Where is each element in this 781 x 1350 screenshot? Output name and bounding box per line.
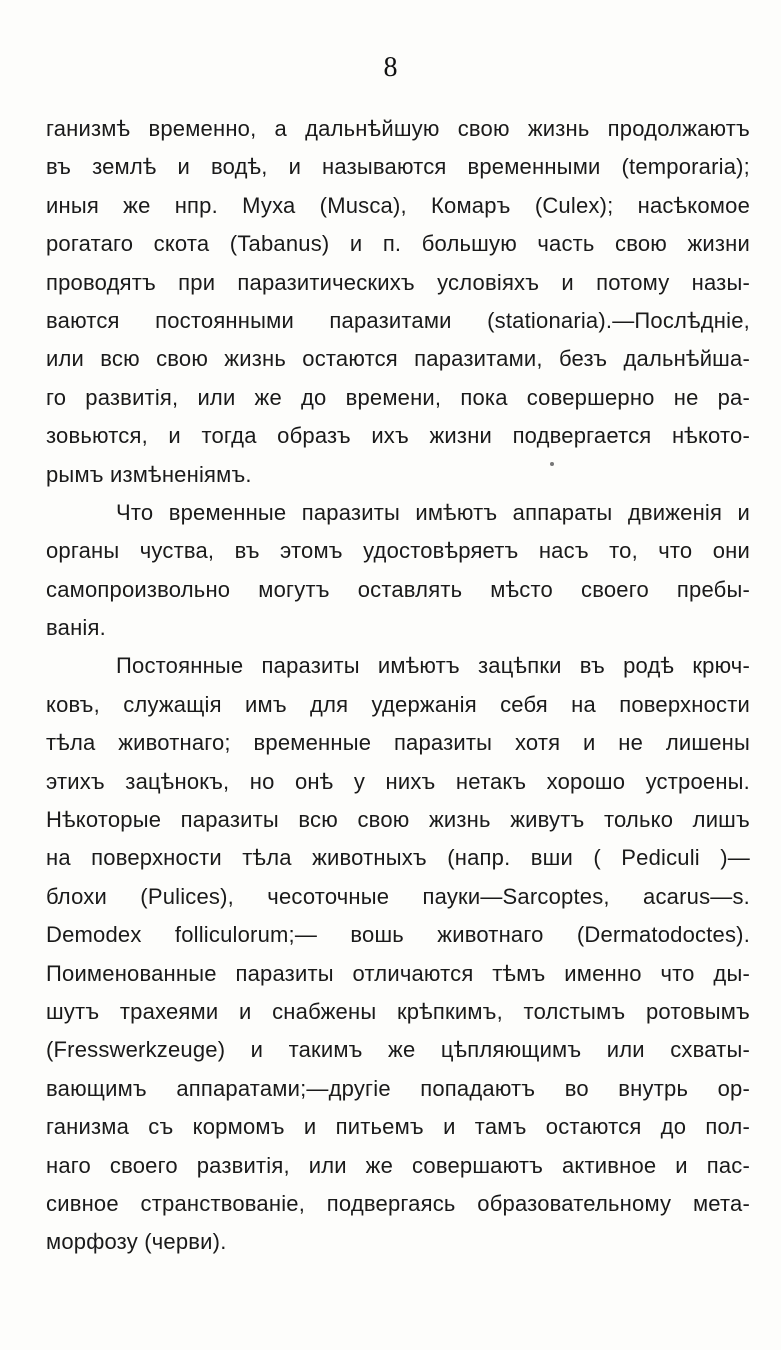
text-line: органы чуства, въ этомъ удостовѣряетъ насъ то, что они (46, 538, 750, 564)
text-line: ганизмѣ временно, а дальнѣйшую свою жизнь продолжаютъ (46, 116, 750, 141)
text-line: самопроизвольно могутъ оставлять мѣсто своего пребы- (46, 576, 750, 602)
text-line: Постоянные паразиты имѣютъ зацѣпки въ родѣ крюч- (116, 653, 750, 679)
text-line: Нѣкоторые паразиты всю свою жизнь живутъ только лишъ (46, 807, 750, 833)
text-line: въ землѣ и водѣ, и называются временными (temporaria); (46, 154, 750, 180)
text-line: го развитія, или же до времени, пока совершерно не ра- (46, 384, 750, 410)
text-line: на поверхности тѣла животныхъ (напр. вши ( Pediculi )— (46, 845, 750, 871)
text-line: зовьются, и тогда образъ ихъ жизни подвергается нѣкото- (46, 423, 750, 449)
text-line: рогатаго скота (Tabanus) и п. большую часть свою жизни (46, 231, 750, 257)
text-line: иныя же нпр. Муха (Musca), Комаръ (Culex); насѣкомое (46, 192, 750, 218)
text-line: ваются постоянными паразитами (stationaria).—Послѣдніе, (46, 307, 750, 333)
text-line: ванія. (46, 615, 106, 641)
text-line: этихъ зацѣнокъ, но онѣ у нихъ нетакъ хорошо устроены. (46, 768, 750, 794)
text-line: вающимъ аппаратами;—другіе попадаютъ во внутрь ор- (46, 1075, 750, 1101)
text-line: проводятъ при паразитическихъ условіяхъ и потому назы- (46, 269, 750, 295)
text-line: шутъ трахеями и снабжены крѣпкимъ, толстымъ ротовымъ (46, 998, 750, 1024)
text-line: Demodex folliculorum;— вошь животнаго (Dermatodoctes). (46, 922, 750, 948)
text-line: блохи (Pulices), чесоточные пауки—Sarcoptes, acarus—s. (46, 883, 750, 909)
text-line: ковъ, служащія имъ для удержанія себя на поверхности (46, 691, 750, 717)
ink-speck (550, 462, 554, 466)
text-line: или всю свою жизнь остаются паразитами, безъ дальнѣйша- (46, 346, 750, 372)
text-line: (Fresswerkzeuge) и такимъ же цѣпляющимъ или схваты- (46, 1037, 750, 1063)
text-line: наго своего развитія, или же совершаютъ активное и пас- (46, 1152, 750, 1178)
body-text (46, 110, 750, 1262)
text-line: тѣла животнаго; временные паразиты хотя и не лишены (46, 730, 750, 756)
page-number: 8 (383, 52, 398, 83)
text-line: рымъ измѣненіямъ. (46, 461, 252, 487)
text-line: Поименованные паразиты отличаются тѣмъ именно что ды- (46, 960, 750, 986)
text-line: сивное странствованіе, подвергаясь образовательному мета- (46, 1190, 750, 1216)
text-line: морфозу (черви). (46, 1229, 227, 1255)
text-line: ганизма съ кормомъ и питьемъ и тамъ остаются до пол- (46, 1114, 750, 1140)
text-line: Что временные паразиты имѣютъ аппараты движенія и (116, 499, 750, 525)
